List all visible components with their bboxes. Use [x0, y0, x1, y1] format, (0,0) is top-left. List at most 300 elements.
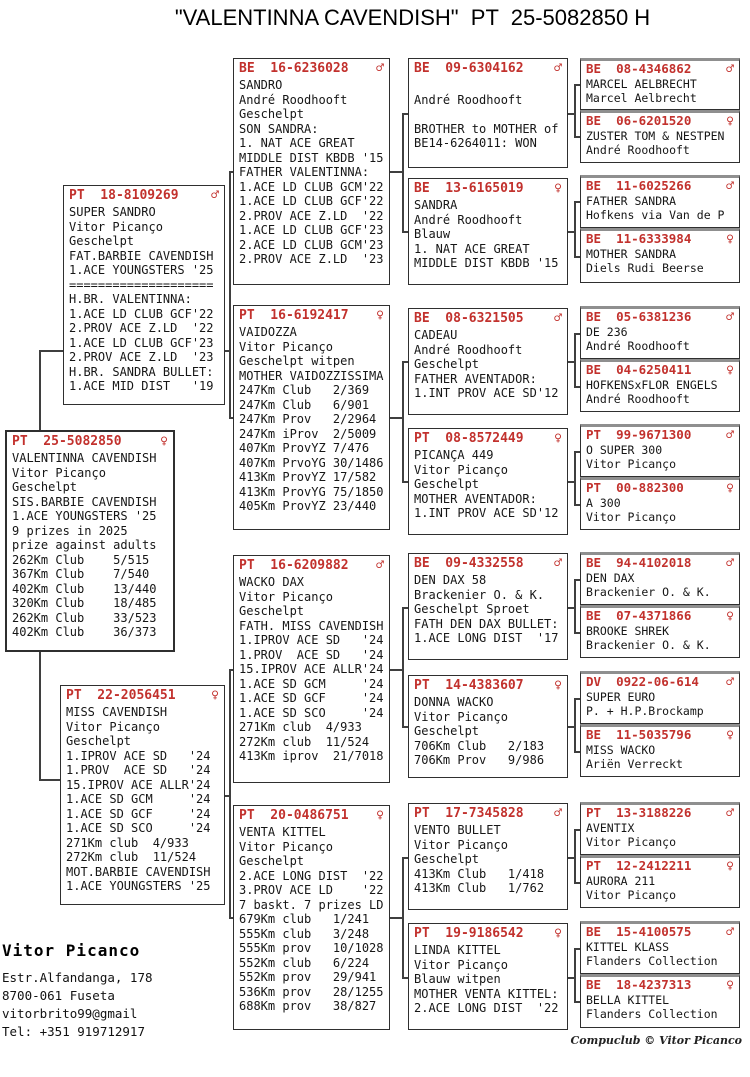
pedigree-box-header	[409, 179, 567, 197]
pedigree-box-body	[234, 574, 389, 764]
pedigree-line: 262Km Club 33/523	[12, 610, 157, 625]
ring-number: PT 22-2056451	[66, 688, 176, 703]
pedigree-line: SIS.BARBIE CAVENDISH	[12, 494, 157, 509]
connector-line	[568, 481, 574, 483]
pedigree-box-header	[581, 231, 739, 247]
pedigree-box-body	[581, 874, 739, 903]
pedigree-line: 247Km Club 6/901	[239, 397, 370, 412]
pedigree-line: 2.ACE LD CLUB GCM'23	[239, 237, 384, 252]
pedigree-box-header	[409, 804, 567, 822]
pedigree-box-dam	[60, 685, 225, 905]
pedigree-line: 1.ACE SD GCF '24	[66, 806, 211, 821]
pedigree-line: FATHER AVENTADOR:	[414, 371, 537, 386]
pedigree-box-body	[61, 704, 224, 894]
pedigree-box-header	[581, 727, 739, 743]
pedigree-box-header	[234, 806, 389, 824]
connector-line	[229, 917, 233, 919]
pedigree-box-header	[581, 977, 739, 993]
pedigree-box-sdd	[408, 428, 568, 535]
female-icon: ♀	[726, 114, 734, 129]
connector-line	[39, 350, 41, 430]
pedigree-line: 2.PROV ACE Z.LD '23	[239, 252, 384, 266]
pedigree-line: MISS CAVENDISH	[66, 705, 168, 719]
pedigree-line: Geschelpt	[414, 357, 480, 371]
female-icon: ♀	[211, 688, 219, 703]
pedigree-line: Vitor Picanço	[69, 219, 163, 234]
pedigree-box-header	[409, 924, 567, 942]
pedigree-line: SANDRA	[414, 198, 458, 212]
male-icon: ♂	[554, 311, 562, 326]
connector-line	[568, 726, 574, 728]
ring-number: PT 12-2412211	[586, 858, 692, 873]
page-title: "VALENTINNA CAVENDISH" PT 25-5082850 H	[174, 5, 651, 30]
pedigree-line: 1.ACE SD GCM '24	[66, 792, 211, 806]
female-icon: ♀	[726, 609, 734, 624]
pedigree-line: FATH. MISS CAVENDISH	[239, 618, 384, 633]
pedigree-line: BE14-6264011: WON	[414, 136, 537, 150]
connector-line	[574, 84, 580, 86]
connector-line	[574, 256, 580, 258]
pedigree-box-ss	[233, 58, 390, 285]
pedigree-box-sss	[408, 58, 568, 168]
pedigree-line: 552Km prov 29/941	[239, 970, 377, 984]
pedigree-line: Brackenier O. & K.	[586, 637, 711, 652]
pedigree-line: MOTHER VAIDOZZISSIMA	[239, 368, 384, 383]
pedigree-line: André Roodhooft	[414, 92, 523, 107]
pedigree-line: 405Km ProvYZ 23/440	[239, 499, 377, 513]
pedigree-line: 555Km club 3/248	[239, 926, 370, 941]
pedigree-line: Geschelpt	[66, 734, 132, 748]
pedigree-box-body	[409, 327, 567, 401]
pedigree-box-header	[581, 427, 739, 443]
pedigree-box-header	[581, 555, 739, 571]
pedigree-box-sdds	[580, 424, 740, 477]
male-icon: ♂	[726, 556, 734, 571]
pedigree-box-dds	[408, 803, 568, 910]
pedigree-line: FAT.BARBIE CAVENDISH	[69, 248, 214, 263]
pedigree-line: Brackenier O. & K.	[414, 587, 545, 602]
pedigree-line: Geschelpt	[239, 854, 305, 868]
pedigree-line: 402Km Club 13/440	[12, 581, 157, 596]
pedigree-line: Vitor Picanço	[586, 456, 677, 471]
ring-number: BE 16-6236028	[239, 61, 349, 76]
pedigree-box-sds	[408, 308, 568, 415]
ring-number: PT 14-4383607	[414, 678, 524, 693]
pedigree-line: AURORA 211	[586, 874, 656, 888]
pedigree-line: 407Km ProvYZ 7/476	[239, 441, 370, 455]
pedigree-line: 1.ACE LD CLUB GCM'22	[239, 179, 384, 194]
pedigree-box-body	[581, 690, 739, 719]
pedigree-line: 247Km Club 2/369	[239, 383, 370, 397]
pedigree-box-body	[581, 325, 739, 354]
pedigree-line: Geschelpt	[414, 724, 480, 738]
connector-line	[390, 669, 402, 671]
owner-address-city: 8700-061 Fuseta	[2, 988, 115, 1003]
pedigree-line: Geschelpt	[69, 234, 135, 248]
pedigree-line: 413Km iprov 21/7018	[239, 749, 384, 763]
pedigree-box-header	[581, 113, 739, 129]
male-icon: ♂	[554, 806, 562, 821]
pedigree-line: ZUSTER TOM & NESTPEN	[586, 129, 725, 143]
ring-number: BE 94-4102018	[586, 555, 692, 570]
pedigree-line: 1.INT PROV ACE SD'12	[414, 506, 559, 520]
pedigree-box-sssd	[580, 110, 740, 163]
pedigree-line: André Roodhooft	[239, 92, 348, 107]
pedigree-box-body	[581, 77, 739, 106]
pedigree-line: 320Km Club 18/485	[12, 596, 157, 610]
pedigree-line: Vitor Picanço	[239, 589, 333, 604]
pedigree-line: 1. NAT ACE GREAT	[414, 241, 530, 256]
pedigree-line: BROOKE SHREK	[586, 624, 670, 638]
pedigree-line: 679Km club 1/241	[239, 912, 370, 926]
connector-line	[390, 917, 402, 919]
pedigree-line: 15.IPROV ACE ALLR'24	[239, 662, 384, 676]
pedigree-line: 2.PROV ACE Z.LD '22	[239, 208, 384, 223]
connector-line	[574, 698, 580, 700]
pedigree-box-header	[581, 805, 739, 821]
pedigree-line: Vitor Picanço	[12, 465, 106, 480]
pedigree-box-ddsd	[580, 855, 740, 908]
pedigree-box-dsss	[580, 552, 740, 605]
female-icon: ♀	[726, 859, 734, 874]
pedigree-box-header	[234, 59, 389, 77]
pedigree-box-header	[581, 61, 739, 77]
pedigree-box-header	[581, 309, 739, 325]
pedigree-box-ddd	[408, 923, 568, 1030]
pedigree-line: 2.PROV ACE Z.LD '23	[69, 350, 214, 364]
connector-line	[402, 607, 404, 728]
connector-line	[229, 417, 233, 419]
connector-line	[574, 948, 576, 1003]
male-icon: ♂	[726, 179, 734, 194]
pedigree-line: André Roodhooft	[414, 342, 523, 357]
pedigree-box-body	[409, 822, 567, 896]
female-icon: ♀	[726, 728, 734, 743]
pedigree-line	[414, 78, 563, 93]
pedigree-line: 1.ACE LD CLUB GCF'22	[69, 306, 214, 321]
pedigree-line: 1.ACE LD CLUB GCF'23	[69, 335, 214, 350]
pedigree-box-dddd	[580, 974, 740, 1028]
connector-line	[574, 632, 580, 634]
connector-line	[574, 504, 580, 506]
connector-line	[568, 607, 574, 609]
connector-line	[574, 751, 580, 753]
pedigree-line: Geschelpt	[239, 604, 305, 618]
connector-line	[402, 113, 404, 233]
pedigree-box-body	[581, 940, 739, 969]
pedigree-line: 271Km club 4/933	[66, 835, 189, 850]
connector-line	[402, 231, 408, 233]
pedigree-box-header	[234, 556, 389, 574]
pedigree-box-body	[64, 204, 224, 394]
ring-number: BE 05-6381236	[586, 309, 692, 324]
pedigree-box-body	[581, 743, 739, 772]
pedigree-box-header	[409, 309, 567, 327]
pedigree-line: H.BR. SANDRA BULLET:	[69, 364, 214, 379]
female-icon: ♀	[554, 431, 562, 446]
pedigree-line: Geschelpt	[414, 477, 480, 491]
ring-number: BE 09-6304162	[414, 61, 524, 76]
pedigree-line: MOTHER AVENTADOR:	[414, 491, 537, 506]
pedigree-box-dsdd	[580, 724, 740, 777]
owner-address-street: Estr.Alfandanga, 178	[2, 970, 153, 985]
ring-number: PT 19-9186542	[414, 926, 524, 941]
connector-line	[574, 136, 580, 138]
pedigree-line: SUPER EURO	[586, 690, 656, 704]
connector-line	[402, 113, 408, 115]
pedigree-box-subject	[5, 430, 175, 652]
pedigree-line: 247Km iProv 2/5009	[239, 426, 377, 441]
pedigree-box-dss	[408, 553, 568, 660]
connector-line	[390, 417, 402, 419]
male-icon: ♂	[376, 558, 384, 573]
pedigree-box-header	[409, 554, 567, 572]
pedigree-box-body	[409, 197, 567, 271]
female-icon: ♀	[726, 481, 734, 496]
ring-number: BE 09-4332558	[414, 556, 524, 571]
pedigree-line: WACKO DAX	[239, 575, 305, 589]
connector-line	[402, 607, 408, 609]
pedigree-line: 413Km ProvYG 75/1850	[239, 484, 384, 499]
pedigree-box-body	[409, 572, 567, 646]
pedigree-line: 9 prizes in 2025	[12, 523, 128, 538]
pedigree-line: 1.INT PROV ACE SD'12	[414, 386, 559, 400]
pedigree-box-header	[234, 306, 389, 324]
pedigree-line: VENTO BULLET	[414, 823, 501, 837]
connector-line	[390, 171, 402, 173]
pedigree-line: 262Km Club 5/515	[12, 552, 150, 567]
pedigree-line: prize against adults	[12, 538, 157, 552]
ring-number: PT 16-6209882	[239, 558, 349, 573]
connector-line	[574, 386, 580, 388]
pedigree-box-header	[581, 924, 739, 940]
pedigree-line: Vitor Picanço	[414, 462, 508, 477]
pedigree-line: 247Km Prov 2/2964	[239, 412, 377, 426]
pedigree-box-ssd	[408, 178, 568, 285]
pedigree-line: HOFKENSxFLOR ENGELS	[586, 378, 718, 392]
pedigree-line: DONNA WACKO	[414, 695, 494, 709]
pedigree-box-body	[581, 443, 739, 472]
pedigree-box-body	[581, 993, 739, 1022]
pedigree-line: 1.ACE YOUNGSTERS '25	[69, 263, 214, 277]
male-icon: ♂	[726, 675, 734, 690]
ring-number: BE 11-6025266	[586, 178, 692, 193]
connector-line	[574, 829, 580, 831]
pedigree-line: VENTA KITTEL	[239, 825, 326, 839]
connector-line	[568, 113, 574, 115]
ring-number: BE 11-6333984	[586, 231, 692, 246]
ring-number: PT 16-6192417	[239, 308, 349, 323]
pedigree-line: Marcel Aelbrecht	[586, 90, 697, 105]
connector-line	[568, 231, 574, 233]
connector-line	[574, 451, 576, 506]
ring-number: BE 15-4100575	[586, 924, 692, 939]
pedigree-box-ssss	[580, 58, 740, 110]
pedigree-line: 1.ACE YOUNGSTERS '25	[66, 879, 211, 893]
pedigree-box-body	[409, 447, 567, 521]
pedigree-line: Vitor Picanço	[586, 887, 677, 902]
owner-email: vitorbrito99@gmail	[2, 1006, 138, 1021]
pedigree-box-header	[7, 432, 173, 450]
pedigree-line: 1.ACE LD CLUB GCF'23	[239, 223, 384, 237]
owner-name: Vitor Picanco	[2, 941, 141, 960]
pedigree-line: 271Km club 4/933	[239, 720, 362, 734]
connector-line	[568, 361, 574, 363]
pedigree-line: 2.ACE LONG DIST '22	[414, 1001, 559, 1015]
pedigree-line: MISS WACKO	[586, 743, 656, 757]
pedigree-line: 402Km Club 36/373	[12, 625, 157, 639]
pedigree-line: H.BR. VALENTINNA:	[69, 292, 192, 306]
pedigree-box-header	[61, 686, 224, 704]
pedigree-line: 1.ACE LONG DIST '17	[414, 631, 559, 645]
connector-line	[574, 882, 580, 884]
pedigree-box-body	[581, 194, 739, 223]
pedigree-box-dssd	[580, 605, 740, 658]
pedigree-line: 706Km Prov 9/986	[414, 753, 545, 767]
pedigree-box-header	[409, 429, 567, 447]
connector-line	[574, 333, 580, 335]
connector-line	[574, 698, 576, 753]
female-icon: ♀	[554, 181, 562, 196]
pedigree-line: Vitor Picanço	[66, 719, 160, 734]
pedigree-box-header	[581, 178, 739, 194]
ring-number: BE 07-4371866	[586, 608, 692, 623]
pedigree-box-header	[581, 480, 739, 496]
connector-line	[225, 350, 229, 352]
pedigree-line: CADEAU	[414, 328, 458, 342]
ring-number: PT 13-3188226	[586, 805, 692, 820]
pedigree-line: André Roodhooft	[414, 212, 523, 227]
ring-number: BE 08-6321505	[414, 311, 524, 326]
pedigree-line: 1. NAT ACE GREAT	[239, 136, 355, 150]
pedigree-box-sd	[233, 305, 390, 530]
pedigree-line: 1.ACE SD SCO '24	[66, 821, 211, 835]
pedigree-line: BROTHER to MOTHER of	[414, 121, 559, 136]
pedigree-line: 1.ACE MID DIST '19	[69, 379, 214, 393]
pedigree-line: Ariën Verreckt	[586, 756, 683, 771]
pedigree-box-body	[7, 450, 173, 640]
pedigree-line: 1.PROV ACE SD '24	[239, 647, 384, 662]
ring-number: PT 99-9671300	[586, 427, 692, 442]
ring-number: PT 20-0486751	[239, 808, 349, 823]
owner-phone: Tel: +351 919712917	[2, 1024, 145, 1039]
pedigree-box-body	[581, 378, 739, 407]
connector-line	[229, 171, 233, 173]
female-icon: ♀	[376, 808, 384, 823]
pedigree-line: PICANÇA 449	[414, 448, 494, 462]
connector-line	[402, 726, 408, 728]
pedigree-box-ddds	[580, 921, 740, 974]
pedigree-line: VALENTINNA CAVENDISH	[12, 451, 157, 465]
ring-number: BE 18-4237313	[586, 977, 692, 992]
pedigree-line: 407Km PrvoYG 30/1486	[239, 455, 384, 470]
pedigree-line: Geschelpt	[239, 107, 305, 121]
pedigree-line: Vitor Picanço	[414, 957, 508, 972]
connector-line	[574, 84, 576, 138]
pedigree-line: 706Km Club 2/183	[414, 738, 545, 753]
ring-number: PT 17-7345828	[414, 806, 524, 821]
pedigree-line: Geschelpt witpen	[239, 354, 355, 368]
connector-line	[568, 977, 574, 979]
pedigree-line: FATHER SANDRA	[586, 194, 677, 208]
male-icon: ♂	[726, 310, 734, 325]
connector-line	[574, 451, 580, 453]
connector-line	[402, 361, 404, 483]
pedigree-box-body	[234, 824, 389, 1014]
ring-number: BE 13-6165019	[414, 181, 524, 196]
pedigree-box-header	[409, 676, 567, 694]
ring-number: PT 00-882300	[586, 480, 684, 495]
pedigree-box-body	[581, 129, 739, 158]
pedigree-line: Vitor Picanço	[414, 709, 508, 724]
ring-number: DV 0922-06-614	[586, 674, 699, 689]
pedigree-line: SON SANDRA:	[239, 121, 319, 136]
pedigree-box-body	[581, 821, 739, 850]
pedigree-line: 688Km prov 38/827	[239, 999, 377, 1013]
pedigree-line: André Roodhooft	[586, 338, 690, 353]
pedigree-line: LINDA KITTEL	[414, 943, 501, 957]
pedigree-line: Geschelpt	[414, 852, 480, 866]
connector-line	[402, 857, 408, 859]
pedigree-line: 2.ACE LONG DIST '22	[239, 868, 384, 883]
pedigree-box-header	[581, 608, 739, 624]
pedigree-line: 1.ACE LD CLUB GCF'22	[239, 194, 384, 208]
pedigree-line: 413Km Club 1/418	[414, 866, 545, 881]
connector-line	[225, 795, 229, 797]
pedigree-line: Flanders Collection	[586, 1006, 718, 1021]
pedigree-line: O SUPER 300	[586, 443, 663, 457]
connector-line	[39, 779, 60, 781]
pedigree-line: MOT.BARBIE CAVENDISH	[66, 864, 211, 879]
pedigree-box-sdsd	[580, 359, 740, 412]
pedigree-line: Vitor Picanço	[586, 509, 677, 524]
pedigree-box-dsd	[408, 675, 568, 778]
pedigree-line: Flanders Collection	[586, 953, 718, 968]
connector-line	[402, 361, 408, 363]
pedigree-line: 413Km ProvYZ 17/582	[239, 470, 377, 484]
pedigree-line: André Roodhooft	[586, 142, 690, 157]
female-icon: ♀	[726, 363, 734, 378]
pedigree-line: P. + H.P.Brockamp	[586, 703, 704, 718]
pedigree-box-ds	[233, 555, 390, 783]
pedigree-box-header	[581, 362, 739, 378]
female-icon: ♀	[726, 978, 734, 993]
pedigree-line: 1.IPROV ACE SD '24	[239, 633, 384, 647]
connector-line	[229, 171, 231, 419]
pedigree-line: ====================	[69, 277, 214, 292]
connector-line	[402, 977, 408, 979]
pedigree-line: 1.PROV ACE SD '24	[66, 763, 211, 777]
connector-line	[574, 948, 580, 950]
connector-line	[574, 1001, 580, 1003]
pedigree-line: 1.IPROV ACE SD '24	[66, 748, 211, 763]
pedigree-line: Blauw	[414, 227, 451, 241]
male-icon: ♂	[726, 925, 734, 940]
pedigree-box-body	[234, 77, 389, 267]
pedigree-line: MOTHER VENTA KITTEL:	[414, 986, 559, 1001]
pedigree-line: Diels Rudi Beerse	[586, 260, 704, 275]
male-icon: ♂	[726, 62, 734, 77]
pedigree-line: 1.ACE SD GCF '24	[239, 691, 384, 705]
connector-line	[39, 350, 63, 352]
compuclub-credit: Compuclub © Vitor Picanco	[570, 1034, 742, 1047]
pedigree-box-ddss	[580, 802, 740, 855]
pedigree-line: DE 236	[586, 325, 628, 339]
pedigree-line: MOTHER SANDRA	[586, 247, 677, 261]
pedigree-line: Vitor Picanço	[239, 839, 333, 854]
ring-number: PT 25-5082850	[12, 434, 122, 449]
pedigree-line: André Roodhooft	[586, 391, 690, 406]
